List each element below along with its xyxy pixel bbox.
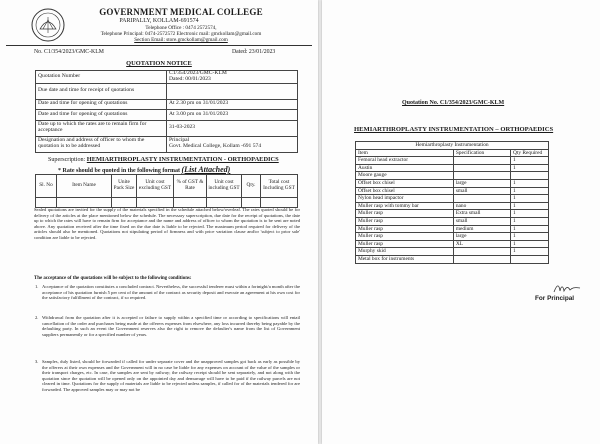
rate-header: Qty.: [242, 175, 261, 198]
notice-value: At 2.30 pm on 31/01/2023: [167, 99, 298, 109]
item-spec: large: [453, 233, 510, 241]
table-row: [36, 71, 298, 84]
notice-label: Quotation Number: [36, 71, 167, 84]
notice-label: Date and time for opening of quotations: [36, 110, 167, 120]
intro-paragraph: Sealed quotations are invited for the supply of the materials specified in the schedule attached below/overleaf. The rates quoted should be for delivery of the articles at the place mentioned below the schedule. The necessary superscription, due date for the receipt of quotations, the date up to which the rates will have to remain firm for acceptance and the name and address of officer to whom the quotation is to be sent are noted above. Any quotation received after the time fixed on the due date is liable to be rejected. The maximum period required for delivery of the articles should also be mentioned. Quotations not stipulating period of firmness and with price variation clause and/or 'subject to prior sale' condition are liable to be rejected.: [34, 207, 300, 240]
item-spec: [453, 172, 510, 180]
item-spec: nano: [453, 202, 510, 210]
signature-mark: [552, 282, 582, 296]
item-name: Muller rasp: [356, 225, 454, 233]
item-qty: 1: [510, 157, 548, 165]
telephone-principal: Telephone Principal: 0474-2572572 Electronic mail: gmckollam@gmail.com: [100, 31, 262, 37]
notice-value: C1/354/2023/GMC-KLM Dated: 00/01/2023: [167, 71, 298, 84]
item-spec: [453, 157, 510, 165]
item-spec: Extra small: [453, 210, 510, 218]
superscription-text: HEMIARTHROPLASTY INSTRUMENTATION - ORTHOPAEDICS: [86, 156, 279, 163]
table-row: [356, 202, 549, 210]
rate-header: Unite Pack Size: [112, 175, 137, 198]
table-caption: Hemiarthroplasty Instrumentation: [356, 142, 549, 150]
item-spec: [453, 255, 510, 263]
item-spec: [453, 195, 510, 203]
item-name: Offset box chisel: [356, 179, 454, 187]
table-row: [356, 164, 549, 172]
condition-item: 3. Samples, duly listed, should be forwarded if called for under separate cover and the unapproved samples got back as early as possible by the offerers at their own expenses and the Government will in no case be liable for any expenses on account of the value of the samples or their transport charges, etc. In case, the samples are sent by railway; the railway receipt should be sent separately, and not along with the quotation since the quotation will be opened only on the appointed day and demurrage will have to be paid if the railway parcels are not cleared in time. Quotations for the supply of materials are liable to be rejected unless samples, if called for of the materials tendered for are forwarded. The approved samples may or may not be: [35, 359, 300, 392]
instrument-table: [355, 141, 549, 264]
header-divider: [6, 45, 312, 46]
notice-label: Date up to which the rates are to remain firm for acceptance: [36, 120, 167, 136]
table-row: [356, 210, 549, 218]
table-row: [36, 175, 298, 198]
table-row: [36, 198, 298, 208]
table-row: [356, 187, 549, 195]
table-row: [36, 99, 298, 109]
table-row: [36, 120, 298, 136]
notice-label: Due date and time for receipt of quotations: [36, 83, 167, 99]
table-row: [356, 248, 549, 256]
reference-number: No. C1/354/2023/GMC-KLM: [34, 49, 104, 55]
rate-format-table: [35, 174, 298, 208]
item-name: Austin: [356, 164, 454, 172]
item-qty: [510, 255, 548, 263]
notice-value: Principal Govt. Medical College, Kollam -691 574: [167, 136, 298, 152]
table-row: [356, 233, 549, 241]
table-row: [356, 179, 549, 187]
rate-header: % of GST & Rate: [174, 175, 207, 198]
conditions-heading: The acceptance of the quotations will be subject to the following conditions:: [34, 276, 192, 281]
notice-label: Designation and address of officer to whom the quotation is to be addressed: [36, 136, 167, 152]
rate-format-note: * Rate should be quoted in the following format (List Attached): [58, 165, 231, 174]
notice-value: At 3.00 pm on 31/01/2023: [167, 110, 298, 120]
item-list-title: HEMIARTHROPLASTY INSTRUMENTATION – ORTHOPAEDICS: [354, 126, 554, 133]
rate-header: Sl. No: [36, 175, 57, 198]
rate-header: Total cost Including GST: [261, 175, 298, 198]
condition-item: 2. Withdrawal from the quotation after it is accepted or failure to supply within a specified time or according to specifications will entail cancellation of the order and purchases being made at the offerers expenses from elsewhere, any loss incurred thereby being payable by the defaulting party. In such an event the Government reserves also the right to remove the defaulter's name from the list of Government suppliers permanently or for a specified number of years.: [35, 315, 300, 337]
table-row: [356, 240, 549, 248]
table-row: [356, 157, 549, 165]
item-name: Muller rasp: [356, 217, 454, 225]
notice-title: QUOTATION NOTICE: [126, 60, 192, 67]
table-row: [356, 142, 549, 150]
superscription: Superscription: HEMIARTHROPLASTY INSTRUMENTATION - ORTHOPAEDICS: [48, 156, 279, 163]
table-row: [356, 225, 549, 233]
item-name: Metal box for instruments: [356, 255, 454, 263]
telephone-office: Telephone Office : 0474 2572574,: [145, 25, 217, 31]
item-name: Muller rasp: [356, 240, 454, 248]
table-row: [356, 149, 549, 157]
notice-value: [167, 83, 298, 99]
item-name: Offset box chisel: [356, 187, 454, 195]
table-row: [36, 83, 298, 99]
item-qty: 1: [510, 195, 548, 203]
item-qty: 1: [510, 248, 548, 256]
table-row: [36, 110, 298, 120]
item-name: Femoral head extractor: [356, 157, 454, 165]
item-qty: 1: [510, 187, 548, 195]
list-attached-label: (List Attached): [181, 165, 231, 174]
item-name: Muller rasp: [356, 210, 454, 218]
item-qty: [510, 172, 548, 180]
item-qty: 1: [510, 210, 548, 218]
item-spec: medium: [453, 225, 510, 233]
item-spec: [453, 248, 510, 256]
item-qty: 1: [510, 240, 548, 248]
item-name: Muller rasp with tommy bar: [356, 202, 454, 210]
item-qty: 1: [510, 164, 548, 172]
item-qty: 1: [510, 225, 548, 233]
table-row: [356, 195, 549, 203]
condition-item: 1. Acceptance of the quotation constitutes a concluded contract. Nevertheless, the successful tenderer must within a fortnight/a month after the acceptance of his quotation furnish 5 per cent of the amount of the contract as security deposit and execute an agreement at his own cost for the satisfactory fulfillment of the contract, if so required.: [35, 284, 300, 301]
item-name: Murphy skid: [356, 248, 454, 256]
college-address: PARIPALLY, KOLLAM-691574: [119, 18, 199, 24]
reference-date: Dated: 23/01/2023: [232, 49, 276, 55]
item-name: Moore gauge: [356, 172, 454, 180]
item-qty: 1: [510, 202, 548, 210]
section-email: Section Email: store.gmckollam@gmail.com: [134, 37, 228, 43]
item-spec: [453, 164, 510, 172]
item-list-page: [322, 0, 600, 444]
table-row: [356, 255, 549, 263]
rate-header: Unit cost including GST: [207, 175, 242, 198]
notice-value: 31-03-2023: [167, 120, 298, 136]
item-name: Muller rasp: [356, 233, 454, 241]
item-qty: 1: [510, 233, 548, 241]
column-header: Specification: [453, 149, 510, 157]
column-header: Qty Required: [510, 149, 548, 157]
item-spec: small: [453, 217, 510, 225]
notice-label: Date and time for opening of quotations: [36, 99, 167, 109]
item-qty: 1: [510, 217, 548, 225]
rate-header: Unit cost excluding GST: [137, 175, 174, 198]
item-spec: XL: [453, 240, 510, 248]
notice-table: [35, 70, 298, 153]
column-header: Item: [356, 149, 454, 157]
for-principal-label: For Principal: [535, 295, 575, 302]
quotation-reference: Quotation No. C1/354/2023/GMC-KLM: [402, 100, 505, 106]
table-row: [356, 172, 549, 180]
rate-header: Item Name: [57, 175, 112, 198]
item-qty: 1: [510, 179, 548, 187]
item-spec: large: [453, 179, 510, 187]
item-name: Nylon head impactor: [356, 195, 454, 203]
college-name: GOVERNMENT MEDICAL COLLEGE: [99, 7, 263, 17]
table-row: [356, 217, 549, 225]
item-spec: small: [453, 187, 510, 195]
table-row: [36, 136, 298, 152]
